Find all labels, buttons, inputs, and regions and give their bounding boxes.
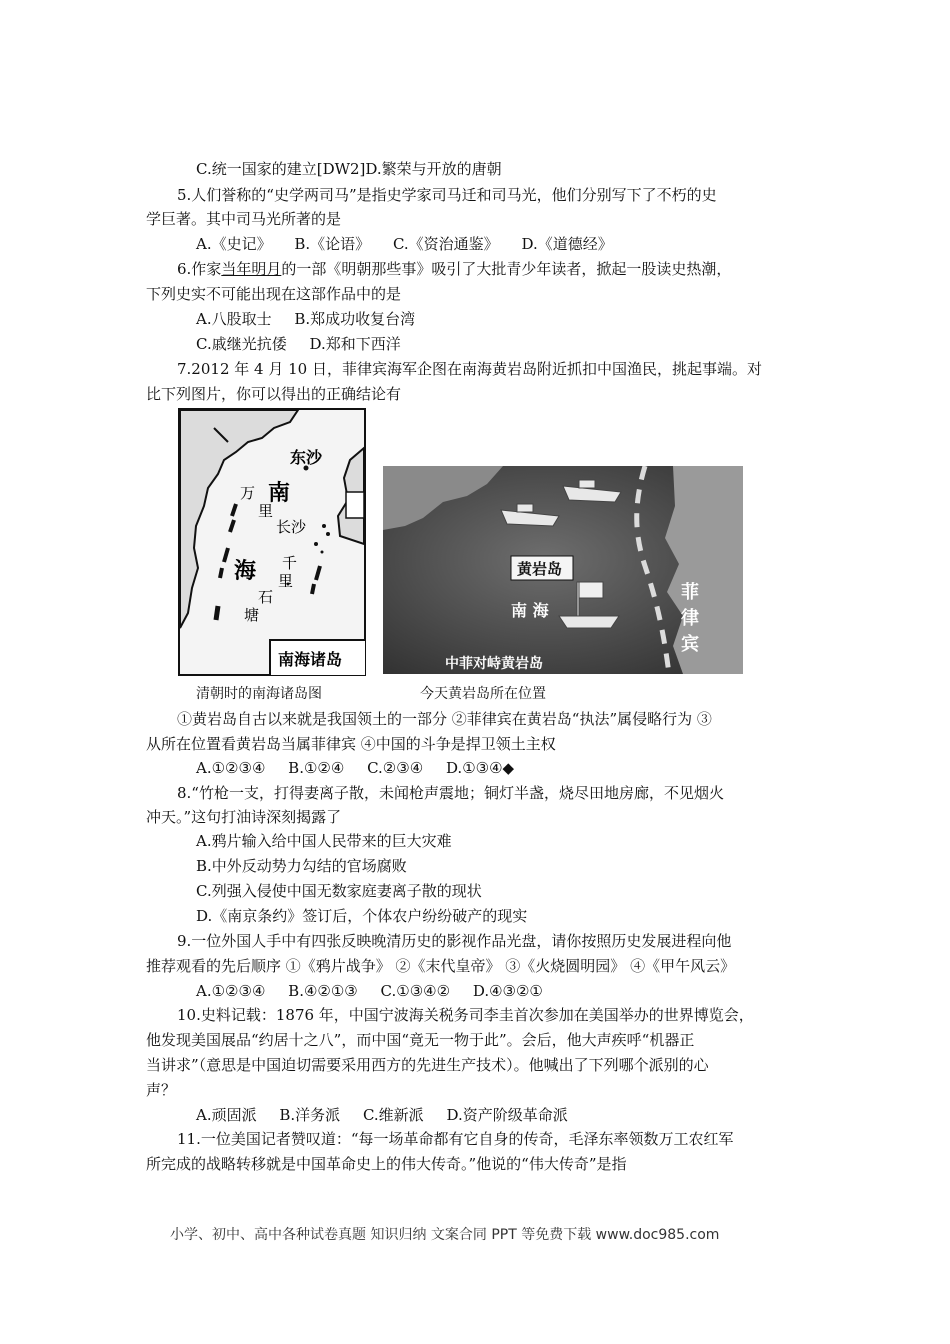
q10-stem-line3: 当讲求”（意思是中国迫切需要采用西方的先进生产技术）。他喊出了下列哪个派别的心: [146, 1056, 709, 1074]
map1-label-qian: 千: [282, 554, 298, 572]
q7-option-b: B.①②④: [288, 759, 345, 777]
q8-option-a: A.鸦片输入给中国人民带来的巨大灾难: [196, 832, 452, 850]
q9-option-b: B.④②①③: [288, 982, 358, 1000]
map2-label-fei: 菲: [681, 582, 699, 603]
q6-option-a: A.八股取士: [196, 310, 272, 328]
q8-option-b: B.中外反动势力勾结的官场腐败: [196, 857, 407, 875]
q6-stem-line1: [177, 258, 731, 280]
q5-stem-line2: 学巨著。其中司马光所著的是: [146, 210, 342, 228]
q10-stem-line4: 声？: [146, 1081, 177, 1099]
q5-option-a: A.《史记》: [196, 235, 272, 253]
q7-statements-line1: ①黄岩岛自古以来就是我国领土的一部分 ②菲律宾在黄岩岛“执法”属侵略行为 ③: [177, 710, 712, 728]
q7-option-c: C.②③④: [367, 759, 424, 777]
q6-author-name: 当年明月: [221, 260, 282, 278]
map1-label-nan: 南: [268, 481, 291, 506]
q10-stem-line1: 10.史料记载：1876 年，中国宁波海关税务司李圭首次参加在美国举办的世界博览会，: [177, 1006, 754, 1024]
q5-options: [196, 233, 631, 255]
q5-option-d: D.《道德经》: [521, 235, 613, 253]
map2-label-bin: 宾: [681, 634, 699, 655]
q9-options: [196, 980, 543, 1002]
map1-caption: 清朝时的南海诸岛图: [196, 686, 322, 702]
q6-options-cd: [196, 333, 401, 355]
q11-stem-line2: 所完成的战略转移就是中国革命史上的伟大传奇。”他说的“伟大传奇”是指: [146, 1155, 627, 1173]
map1-box-label: 南海诸岛: [278, 650, 343, 669]
q8-stem-line2: 冲天。”这句打油诗深刻揭露了: [146, 808, 342, 826]
map1-label-dongsha: 东沙: [290, 448, 323, 467]
q6-options-ab: [196, 308, 415, 330]
q8-option-c: C.列强入侵使中国无数家庭妻离子散的现状: [196, 882, 482, 900]
map2-label-island: 黄岩岛: [517, 560, 563, 578]
q7-option-a: A.①②③④: [196, 759, 266, 777]
map1-label-shi: 石: [258, 588, 274, 606]
q9-option-d: D.④③②①: [472, 982, 543, 1000]
q10-options: [196, 1104, 568, 1126]
q5-stem-line1: 5.人们誉称的“史学两司马”是指史学家司马迁和司马光，他们分别写下了不朽的史: [177, 186, 717, 204]
q7-stem-line1: 7.2012 年 4 月 10 日，菲律宾海军企图在南海黄岩岛附近抓扣中国渔民，挑起事端。对: [177, 360, 762, 378]
map1-label-li2: 里: [278, 572, 294, 590]
qing-south-sea-map: [178, 408, 366, 676]
q8-stem-line1: 8.“竹枪一支，打得妻离子散，未闻枪声震地；铜灯半盏，烧尽田地房廊，不见烟火: [177, 784, 724, 802]
huangyan-island-map: [383, 466, 743, 674]
q7-option-d: D.①③④◆: [445, 759, 515, 777]
q6-stem-pre: 6.作家: [177, 260, 222, 278]
q9-stem-line1: 9.一位外国人手中有四张反映晚清历史的影视作品光盘，请你按照历史发展进程向他: [177, 932, 732, 950]
q9-option-c: C.①③④②: [380, 982, 451, 1000]
q9-option-a: A.①②③④: [196, 982, 266, 1000]
q6-stem-post: 的一部《明朝那些事》吸引了大批青少年读者，掀起一股读史热潮，: [281, 260, 732, 278]
q6-option-b: B.郑成功收复台湾: [294, 310, 416, 328]
q4-options-cd: C.统一国家的建立[DW2]D.繁荣与开放的唐朝: [196, 160, 502, 178]
map1-label-hai: 海: [234, 559, 257, 584]
q7-options: [196, 757, 514, 779]
map1-label-wan: 万: [240, 484, 256, 502]
q7-stem-line2: 比下列图片，你可以得出的正确结论有: [146, 385, 402, 403]
q8-option-d: D.《南京条约》签订后，个体农户纷纷破产的现实: [196, 907, 528, 925]
q6-option-d: D.郑和下西洋: [309, 335, 401, 353]
q5-option-c: C.《资治通鉴》: [392, 235, 499, 253]
map1-label-li: 里: [258, 502, 274, 520]
q10-option-b: B.洋务派: [279, 1106, 341, 1124]
q10-option-a: A.顽固派: [196, 1106, 257, 1124]
q11-stem-line1: 11.一位美国记者赞叹道：“每一场革命都有它自身的传奇，毛泽东率领数万工农红军: [177, 1130, 734, 1148]
q10-option-d: D.资产阶级革命派: [446, 1106, 568, 1124]
q5-option-b: B.《论语》: [294, 235, 371, 253]
q10-stem-line2: 他发现美国展品“约居十之八”，而中国“竟无一物于此”。会后，他大声疾呼“机器正: [146, 1031, 695, 1049]
map2-label-sea: 南 海: [511, 601, 549, 620]
q10-option-c: C.维新派: [362, 1106, 424, 1124]
map2-label-lv: 律: [681, 608, 699, 629]
q6-option-c: C.戚继光抗倭: [196, 335, 287, 353]
q7-statements-line2: 从所在位置看黄岩岛当属菲律宾 ④中国的斗争是捍卫领土主权: [146, 735, 556, 753]
q9-stem-line2: 推荐观看的先后顺序 ①《鸦片战争》 ②《末代皇帝》 ③《火烧圆明园》 ④《甲午风云》: [146, 957, 736, 975]
map2-caption: 今天黄岩岛所在位置: [420, 686, 546, 702]
map1-label-tang: 塘: [244, 606, 260, 624]
map1-label-changsha: 长沙: [276, 518, 307, 536]
page-footer[interactable]: 小学、初中、高中各种试卷真题 知识归纳 文案合同 PPT 等免费下载 www.doc985.com: [170, 1227, 720, 1243]
q6-stem-line2: 下列史实不可能出现在这部作品中的是: [146, 285, 402, 303]
map2-label-bottom: 中菲对峙黄岩岛: [445, 656, 543, 672]
